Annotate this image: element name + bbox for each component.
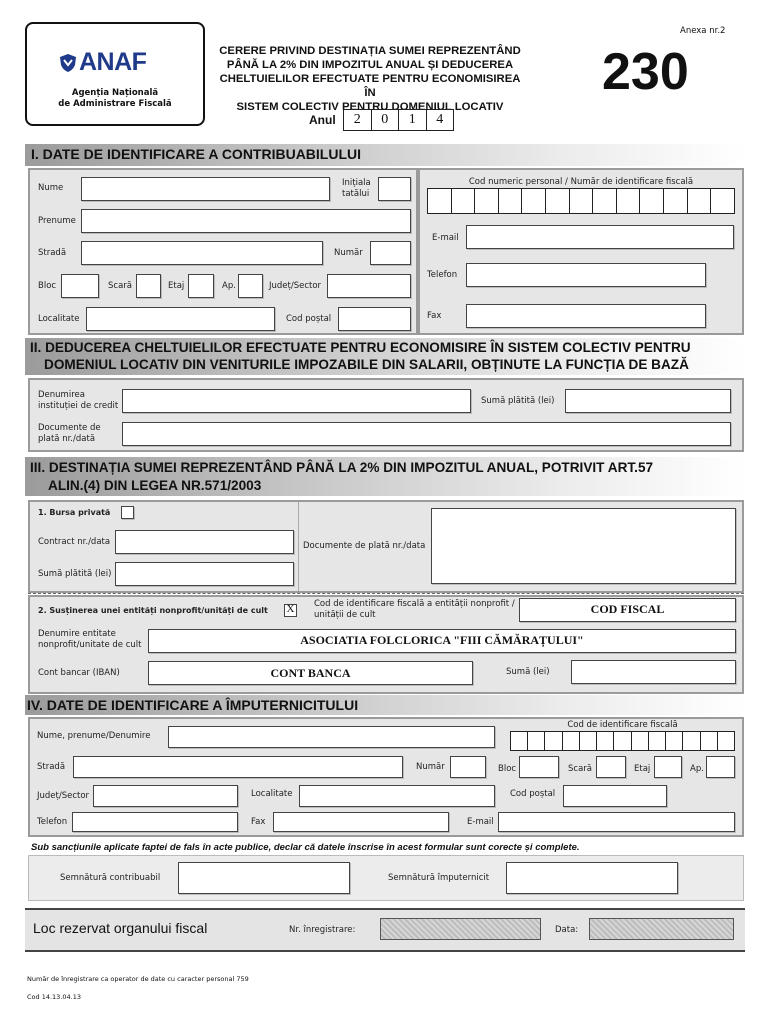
agency-name-line1: Agenția Națională <box>71 88 159 98</box>
cont-value: CONT BANCA <box>270 666 351 680</box>
form-title-line: PÂNĂ LA 2% DIN IMPOZITUL ANUAL ȘI DEDUCEREA <box>226 59 514 71</box>
year-boxes <box>343 109 454 131</box>
scara-input[interactable] <box>136 274 161 298</box>
institutie-label-line1: Denumirea <box>38 390 85 400</box>
contract-input[interactable] <box>115 530 294 554</box>
documente-label-line1: Documente de <box>38 423 101 433</box>
year-digit[interactable]: 4 <box>436 112 444 127</box>
cod-fiscal-value: COD FISCAL <box>590 602 665 616</box>
cod-postal-label: Cod poștal <box>286 314 332 324</box>
section4-title: IV. DATE DE IDENTIFICARE A ÎMPUTERNICITULUI <box>27 697 359 713</box>
imp-numar-label: Număr <box>416 762 445 772</box>
imp-strada-input[interactable] <box>73 756 403 778</box>
imp-ap-input[interactable] <box>706 756 735 778</box>
imp-localitate-label: Localitate <box>251 789 293 799</box>
shield-icon <box>60 54 76 72</box>
institutie-label-line2: instituției de credit <box>38 401 119 411</box>
operator-number: Număr de înregistrare ca operator de date cu caracter personal 759 <box>27 975 249 983</box>
sustinere-label: 2. Susținerea unei entități nonprofit/unități de cult <box>38 606 268 615</box>
imp-scara-label: Scară <box>568 764 592 774</box>
denumire-value: ASOCIATIA FOLCLORICA "FIII CĂMĂRAȚULUI" <box>300 633 584 647</box>
fax-label: Fax <box>427 311 442 321</box>
etaj-label: Etaj <box>168 281 185 291</box>
section2-title-line2: DOMENIUL LOCATIV DIN VENITURILE IMPOZABILE DIN SALARII, OBȚINUTE LA FUNCȚIA DE BAZĂ <box>44 357 689 372</box>
email-label: E-mail <box>432 233 459 243</box>
denumire-label-line1: Denumire entitate <box>38 629 116 639</box>
suma-lei-input[interactable] <box>571 660 736 684</box>
imp-telefon-input[interactable] <box>72 812 238 832</box>
localitate-label: Localitate <box>38 314 80 324</box>
initiala-input[interactable] <box>378 177 411 201</box>
imp-numar-input[interactable] <box>450 756 486 778</box>
denumire-label-line2: nonprofit/unitate de cult <box>38 640 142 650</box>
cnp-digit-boxes[interactable] <box>427 188 735 214</box>
fiscal-title: Loc rezervat organului fiscal <box>33 920 208 936</box>
institutie-input[interactable] <box>122 389 471 413</box>
section1-title: I. DATE DE IDENTIFICARE A CONTRIBUABILULUI <box>31 146 362 162</box>
imp-nume-input[interactable] <box>168 726 495 748</box>
imp-bloc-input[interactable] <box>519 756 559 778</box>
agency-name-line2: de Administrare Fiscală <box>58 99 172 109</box>
sustinere-check-mark: X <box>286 603 295 615</box>
imp-scara-input[interactable] <box>596 756 626 778</box>
prenume-input[interactable] <box>81 209 411 233</box>
ap-input[interactable] <box>238 274 263 298</box>
imp-bloc-label: Bloc <box>498 764 517 774</box>
bursa-divider <box>298 502 299 591</box>
imp-fax-input[interactable] <box>273 812 449 832</box>
imp-cod-postal-label: Cod poștal <box>510 789 556 799</box>
year-digit[interactable]: 1 <box>399 110 427 130</box>
cod-postal-input[interactable] <box>338 307 411 331</box>
bursa-label: 1. Bursa privată <box>38 508 111 517</box>
year-label: Anul <box>309 113 336 127</box>
imp-judet-input[interactable] <box>93 785 238 807</box>
nr-inregistrare-label: Nr. înregistrare: <box>289 925 356 935</box>
cod-fiscal-imp-label: Cod de identificare fiscală <box>567 720 678 730</box>
initiala-label-line1: Inițiala <box>342 178 371 188</box>
data-field <box>589 918 734 940</box>
suma-platita-3-input[interactable] <box>115 562 294 586</box>
cnp-label: Cod numeric personal / Număr de identificare fiscală <box>468 177 694 187</box>
cod-fiscal-label-line1: Cod de identificare fiscală a entității nonprofit / <box>314 599 515 609</box>
documente-input[interactable] <box>122 422 731 446</box>
imp-email-label: E-mail <box>467 817 494 827</box>
section3-title-line2: ALIN.(4) DIN LEGEA NR.571/2003 <box>48 478 262 493</box>
year-digit[interactable]: 0 <box>372 110 400 130</box>
form-title-line: CERERE PRIVIND DESTINAȚIA SUMEI REPREZENTÂND <box>219 45 521 57</box>
prenume-label: Prenume <box>38 216 76 226</box>
email-input[interactable] <box>466 225 734 249</box>
documente-plata-input[interactable] <box>431 508 736 584</box>
annex-label: Anexa nr.2 <box>680 26 726 36</box>
form-title <box>215 44 525 114</box>
semnatura-imputernicit-field[interactable] <box>506 862 678 894</box>
judet-label: Județ/Sector <box>269 281 322 291</box>
imp-etaj-label: Etaj <box>634 764 651 774</box>
imp-ap-label: Ap. <box>690 764 704 774</box>
fiscal-bottom-line <box>25 950 745 952</box>
strada-label: Stradă <box>38 248 67 258</box>
bloc-label: Bloc <box>38 281 57 291</box>
semnatura-contribuabil-field[interactable] <box>178 862 350 894</box>
localitate-input[interactable] <box>86 307 275 331</box>
anaf-logo-text: ANAF <box>79 48 147 76</box>
numar-input[interactable] <box>370 241 411 265</box>
initiala-label-line2: tatălui <box>342 189 370 199</box>
imp-telefon-label: Telefon <box>37 817 68 827</box>
fax-input[interactable] <box>466 304 706 328</box>
form-code: Cod 14.13.04.13 <box>27 993 81 1001</box>
nr-inregistrare-field <box>380 918 541 940</box>
scara-label: Scară <box>108 281 132 291</box>
declaration-text: Sub sancțiunile aplicate faptei de fals în acte publice, declar că datele înscrise în acest formular sunt corecte și complete. <box>31 842 580 853</box>
section3-title-line1: III. DESTINAȚIA SUMEI REPREZENTÂND PÂNĂ LA 2% DIN IMPOZITUL ANUAL, POTRIVIT ART.57 <box>30 460 654 475</box>
cont-label: Cont bancar (IBAN) <box>38 668 120 678</box>
form-number: 230 <box>602 43 689 101</box>
suma-platita-label: Sumă plătită (lei) <box>481 396 555 406</box>
documente-label-line2: plată nr./dată <box>38 434 96 444</box>
bloc-input[interactable] <box>61 274 99 298</box>
suma-platita-3-label: Sumă plătită (lei) <box>38 569 112 579</box>
imp-cod-postal-input[interactable] <box>563 785 667 807</box>
ap-label: Ap. <box>222 281 236 291</box>
year-digit[interactable]: 2 <box>344 110 372 130</box>
nume-label: Nume <box>38 183 64 193</box>
etaj-input[interactable] <box>188 274 214 298</box>
imp-fax-label: Fax <box>251 817 266 827</box>
imp-etaj-input[interactable] <box>654 756 682 778</box>
contract-label: Contract nr./data <box>38 537 111 547</box>
bursa-checkbox[interactable] <box>121 506 134 519</box>
imp-localitate-input[interactable] <box>299 785 495 807</box>
data-label: Data: <box>555 925 579 935</box>
section2-title-line1: II. DEDUCEREA CHELTUIELILOR EFECTUATE PENTRU ECONOMISIRE ÎN SISTEM COLECTIV PENTRU <box>30 340 691 355</box>
nume-input[interactable] <box>81 177 330 201</box>
imp-nume-label: Nume, prenume/Denumire <box>37 731 151 741</box>
strada-input[interactable] <box>81 241 323 265</box>
telefon-input[interactable] <box>466 263 706 287</box>
semnatura-contribuabil-label: Semnătură contribuabil <box>60 873 161 883</box>
telefon-label: Telefon <box>427 270 458 280</box>
suma-lei-label: Sumă (lei) <box>506 667 550 677</box>
form-title-line: CHELTUIELILOR EFECTUATE PENTRU ECONOMISIREA ÎN <box>219 73 521 99</box>
documente-plata-label: Documente de plată nr./data <box>303 541 426 551</box>
cod-fiscal-label-line2: unității de cult <box>314 610 376 620</box>
imp-email-input[interactable] <box>498 812 735 832</box>
cod-fiscal-imp-boxes[interactable] <box>510 731 735 751</box>
imp-judet-label: Județ/Sector <box>37 791 90 801</box>
section3-dashed-divider <box>28 593 744 594</box>
numar-label: Număr <box>334 248 363 258</box>
judet-input[interactable] <box>327 274 411 298</box>
form-title-line: SISTEM COLECTIV PENTRU DOMENIUL LOCATIV <box>236 101 504 113</box>
imp-strada-label: Stradă <box>37 762 66 772</box>
semnatura-imputernicit-label: Semnătură împuternicit <box>388 873 490 883</box>
suma-platita-input[interactable] <box>565 389 731 413</box>
